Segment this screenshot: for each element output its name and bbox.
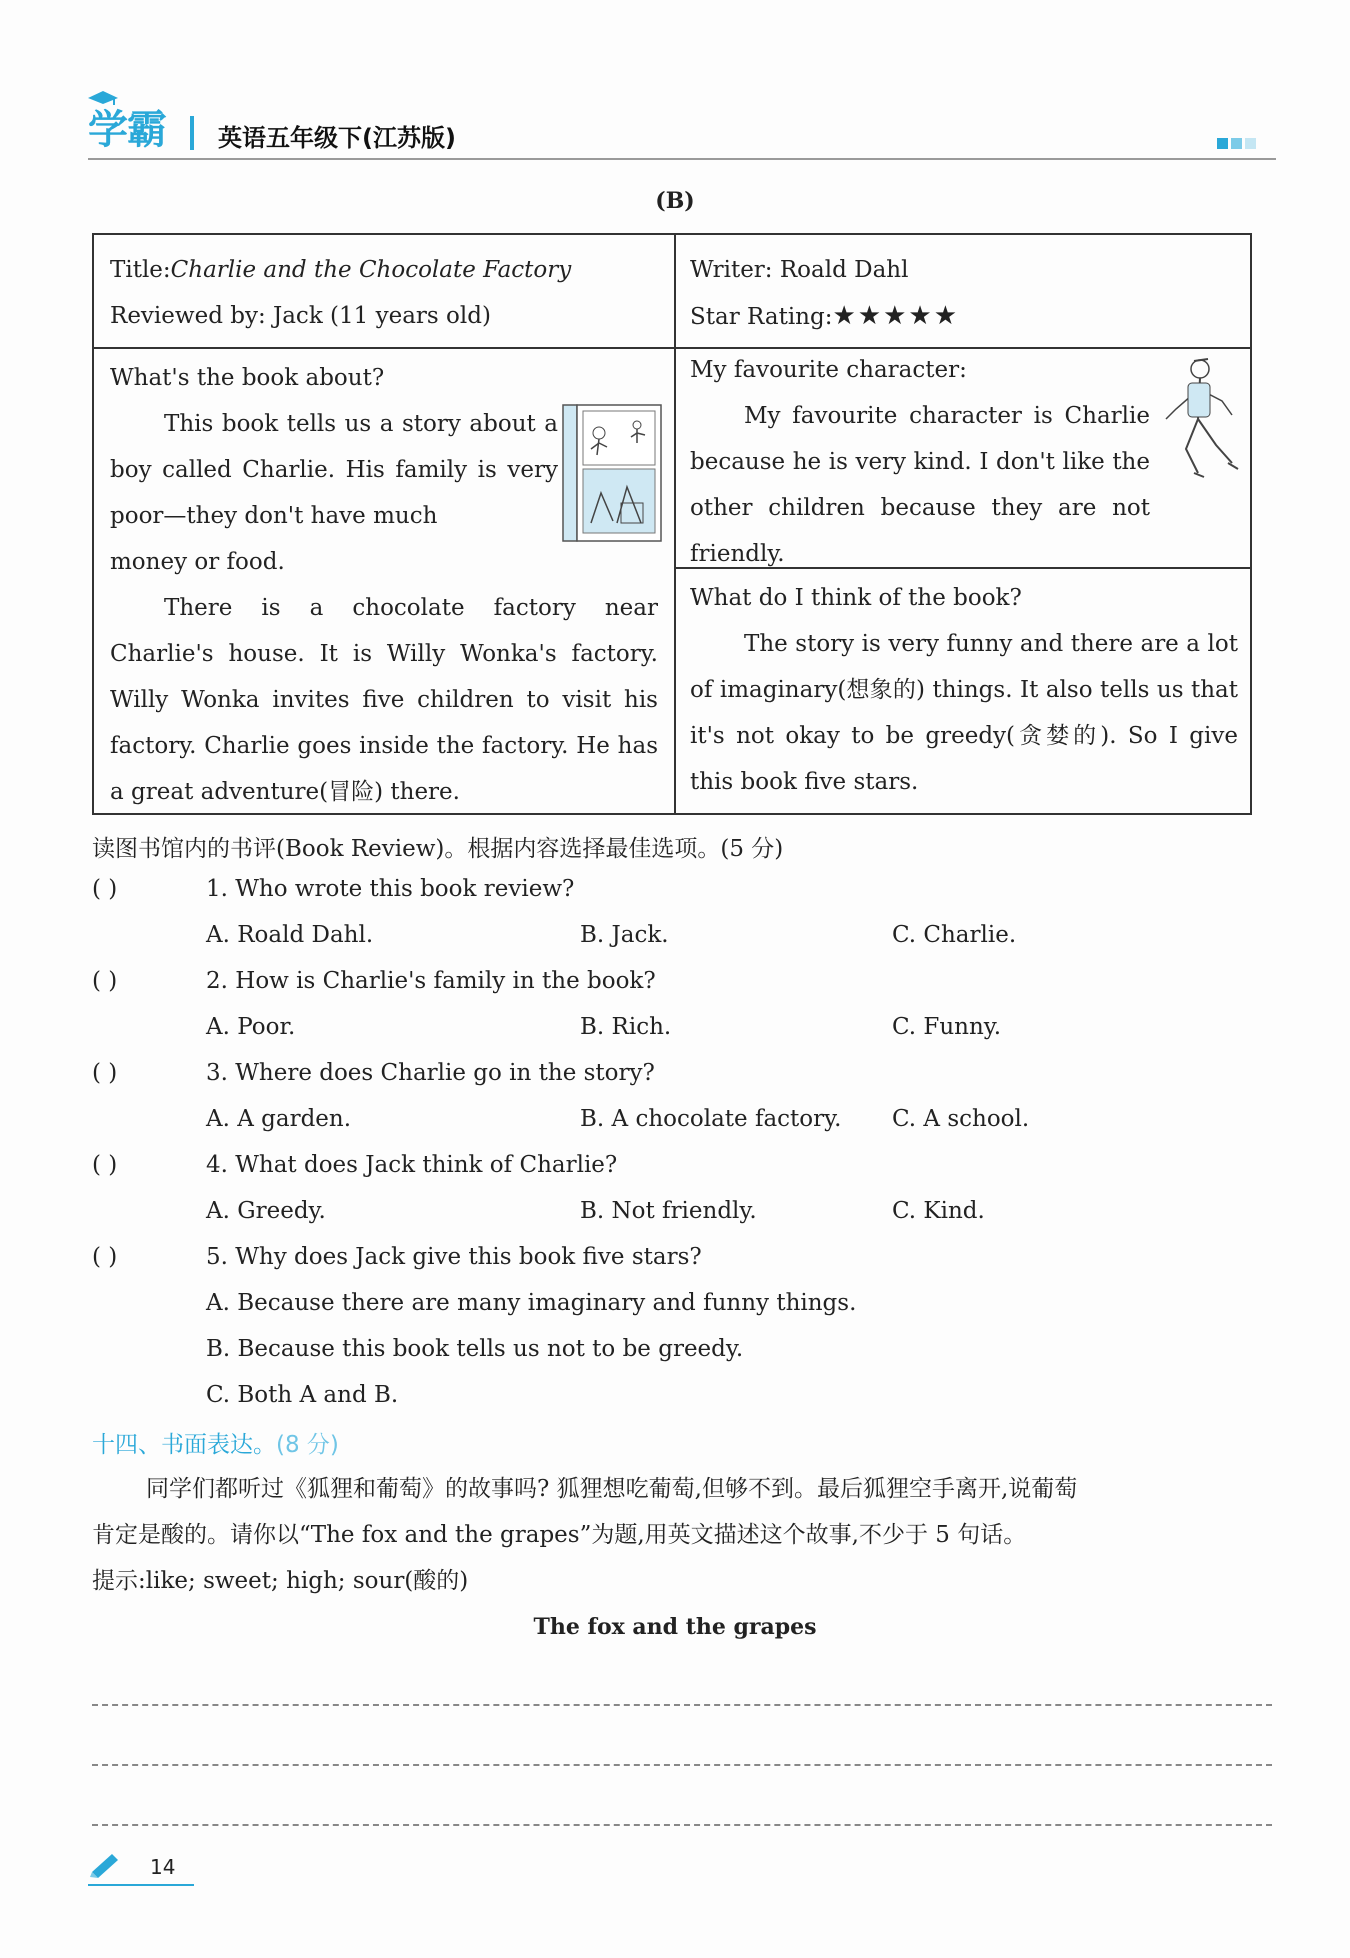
option-b: B. Rich.	[580, 1014, 672, 1040]
header-rule	[88, 158, 1276, 160]
option-c: C. Charlie.	[892, 922, 1017, 948]
think-of-book-heading: What do I think of the book?	[690, 585, 1022, 611]
star-label: Star Rating:	[690, 304, 833, 330]
option-a: A. Because there are many imaginary and funny things.	[206, 1290, 857, 1316]
answer-blank[interactable]: ( )	[92, 1244, 118, 1270]
reviewed-by: Reviewed by: Jack (11 years old)	[110, 303, 491, 329]
writing-hint: 提示:like; sweet; high; sour(酸的)	[92, 1568, 469, 1594]
writing-line-1[interactable]	[92, 1704, 1272, 1706]
square-3	[1245, 138, 1256, 149]
book-about-paragraph-1-end: money or food.	[110, 549, 285, 575]
option-c: C. A school.	[892, 1106, 1030, 1132]
brand-logo: 学霸	[88, 107, 166, 153]
option-b: B. A chocolate factory.	[580, 1106, 842, 1132]
question-text: 1. Who wrote this book review?	[206, 876, 575, 902]
section-label: (B)	[655, 188, 695, 214]
option-a: A. Poor.	[206, 1014, 296, 1040]
question-2	[92, 968, 656, 994]
option-a: A. Greedy.	[206, 1198, 326, 1224]
title-value: Charlie and the Chocolate Factory	[170, 257, 572, 283]
review-title	[110, 247, 660, 293]
writing-instruction-line-2: 肯定是酸的。请你以“The fox and the grapes”为题,用英文描述这个故事,不少于 5 句话。	[92, 1522, 1027, 1548]
book-about-paragraph-2: There is a chocolate factory near Charlie's house. It is Willy Wonka's factory. Willy Wonka invites five children to visit his factory. Charlie goes inside the factory. He has a great adventure(冒险) there.	[110, 595, 658, 805]
book-review-table	[92, 233, 1252, 815]
favourite-character-heading: My favourite character:	[690, 357, 967, 383]
question-text: 2. How is Charlie's family in the book?	[206, 968, 656, 994]
page-number: 14	[150, 1855, 176, 1879]
answer-blank[interactable]: ( )	[92, 1152, 118, 1178]
page-header	[88, 98, 1276, 160]
review-title-cell	[110, 247, 660, 339]
book-title: 英语五年级下(江苏版)	[218, 124, 456, 152]
star-icons: ★★★★★	[832, 301, 960, 331]
answer-blank[interactable]: ( )	[92, 876, 118, 902]
pencil-icon	[88, 1850, 122, 1878]
question-text: 5. Why does Jack give this book five stars?	[206, 1244, 702, 1270]
book-about-paragraph-1: This book tells us a story about a boy called Charlie. His family is very poor—they don't have much	[110, 411, 558, 529]
composition-title: The fox and the grapes	[533, 1614, 817, 1640]
section-14-heading	[92, 1426, 339, 1459]
option-c: C. Funny.	[892, 1014, 1002, 1040]
square-2	[1231, 138, 1242, 149]
running-boy-illustration	[1158, 353, 1242, 487]
option-a: A. A garden.	[206, 1106, 352, 1132]
favourite-character-text: My favourite character is Charlie because he is very kind. I don't like the other children because they are not friendly.	[690, 403, 1150, 567]
question-1	[92, 876, 574, 902]
answer-blank[interactable]: ( )	[92, 968, 118, 994]
questions-instruction: 读图书馆内的书评(Book Review)。根据内容选择最佳选项。(5 分)	[92, 836, 784, 862]
title-label: Title:	[110, 257, 171, 283]
star-rating	[690, 293, 1240, 340]
writing-line-3[interactable]	[92, 1824, 1272, 1826]
question-text: 3. Where does Charlie go in the story?	[206, 1060, 655, 1086]
answer-blank[interactable]: ( )	[92, 1060, 118, 1086]
square-1	[1217, 138, 1228, 149]
section-14-points: (8 分)	[276, 1432, 339, 1458]
section-14-title: 十四、书面表达。	[92, 1432, 276, 1458]
question-5	[92, 1244, 702, 1270]
writer: Writer: Roald Dahl	[690, 257, 909, 283]
writing-line-2[interactable]	[92, 1764, 1272, 1766]
writing-instruction-line-1: 同学们都听过《狐狸和葡萄》的故事吗? 狐狸想吃葡萄,但够不到。最后狐狸空手离开,说葡萄	[146, 1476, 1078, 1502]
book-cover-illustration	[561, 403, 663, 543]
option-b: B. Jack.	[580, 922, 669, 948]
book-about-heading: What's the book about?	[110, 365, 385, 391]
think-of-book-text: The story is very funny and there are a lot of imaginary(想象的) things. It also tells us that it's not okay to be greedy(贪婪的). So I give this book five stars.	[690, 631, 1238, 795]
footer-rule	[88, 1884, 194, 1886]
question-text: 4. What does Jack think of Charlie?	[206, 1152, 618, 1178]
question-3	[92, 1060, 655, 1086]
option-c: C. Kind.	[892, 1198, 985, 1224]
review-writer-cell	[690, 247, 1240, 340]
option-c: C. Both A and B.	[206, 1382, 399, 1408]
option-b: B. Because this book tells us not to be greedy.	[206, 1336, 744, 1362]
logo-divider	[190, 116, 194, 150]
option-b: B. Not friendly.	[580, 1198, 757, 1224]
question-4	[92, 1152, 617, 1178]
table-divider-vertical	[674, 235, 676, 815]
option-a: A. Roald Dahl.	[206, 922, 374, 948]
decorative-squares	[1214, 134, 1256, 153]
